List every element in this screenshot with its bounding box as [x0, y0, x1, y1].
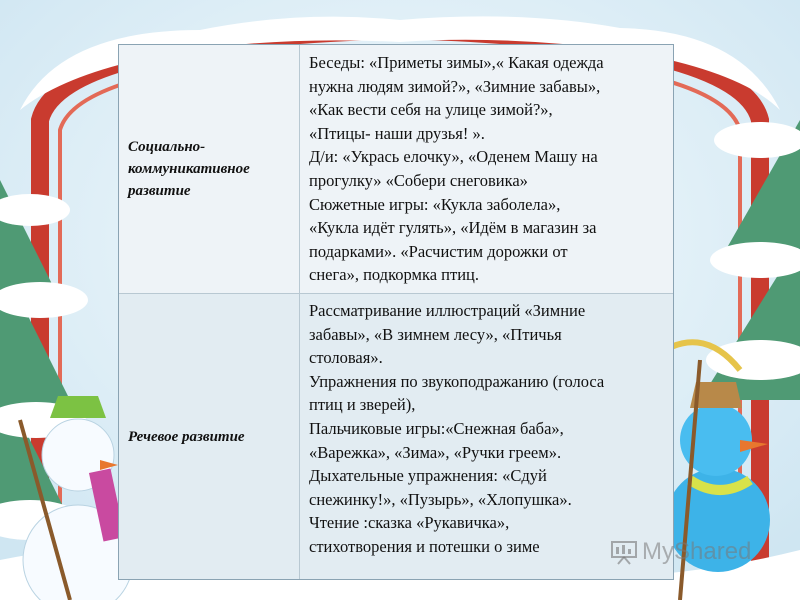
row-heading: [128, 136, 250, 202]
watermark: [610, 538, 751, 566]
content-line: Чтение :сказка «Рукавичка»,: [309, 513, 510, 533]
heading-line: коммуникативное: [128, 161, 250, 177]
table-row-social: [119, 45, 673, 294]
content-line: Сюжетные игры: «Кукла заболела»,: [309, 194, 561, 214]
content-line: «Птицы- наши друзья! ».: [309, 123, 485, 143]
presentation-icon: [610, 539, 638, 565]
row-heading: Речевое развитие: [128, 428, 245, 445]
content-line: столовая».: [309, 348, 383, 368]
row-content-cell: [309, 51, 667, 287]
row-content-cell: [309, 299, 667, 559]
content-line: Д/и: «Укрась елочку», «Оденем Машу на: [309, 147, 598, 167]
content-line: Пальчиковые игры:«Снежная баба»,: [309, 418, 564, 438]
content-line: Упражнения по звукоподражанию (голоса: [309, 371, 605, 391]
row-heading-cell: [119, 45, 300, 293]
content-line: «Кукла идёт гулять», «Идём в магазин за: [309, 218, 597, 238]
content-line: Беседы: «Приметы зимы»,« Какая одежда: [309, 53, 604, 72]
table-row-speech: [119, 294, 673, 579]
content-line: стихотворения и потешки о зиме: [309, 536, 540, 556]
content-line: подарками». «Расчистим дорожки от: [309, 241, 568, 261]
activity-table: [118, 44, 674, 580]
content-line: забавы», «В зимнем лесу», «Птичья: [309, 324, 562, 344]
row-heading-cell: [119, 294, 300, 579]
content-line: прогулку» «Собери снеговика»: [309, 170, 528, 190]
content-line: Рассматривание иллюстраций «Зимние: [309, 301, 586, 320]
heading-line: развитие: [128, 183, 191, 199]
content-line: Дыхательные упражнения: «Сдуй: [309, 466, 547, 486]
watermark-text: MyShared: [642, 538, 752, 565]
content-line: птиц и зверей),: [309, 395, 416, 415]
content-line: «Как вести себя на улице зимой?»,: [309, 100, 553, 120]
heading-line: Социально-: [128, 139, 206, 155]
content-line: снежинку!», «Пузырь», «Хлопушка».: [309, 489, 572, 509]
content-line: нужна людям зимой?», «Зимние забавы»,: [309, 76, 601, 96]
content-line: «Варежка», «Зима», «Ручки греем».: [309, 442, 562, 462]
content-line: снега», подкормка птиц.: [309, 265, 479, 285]
